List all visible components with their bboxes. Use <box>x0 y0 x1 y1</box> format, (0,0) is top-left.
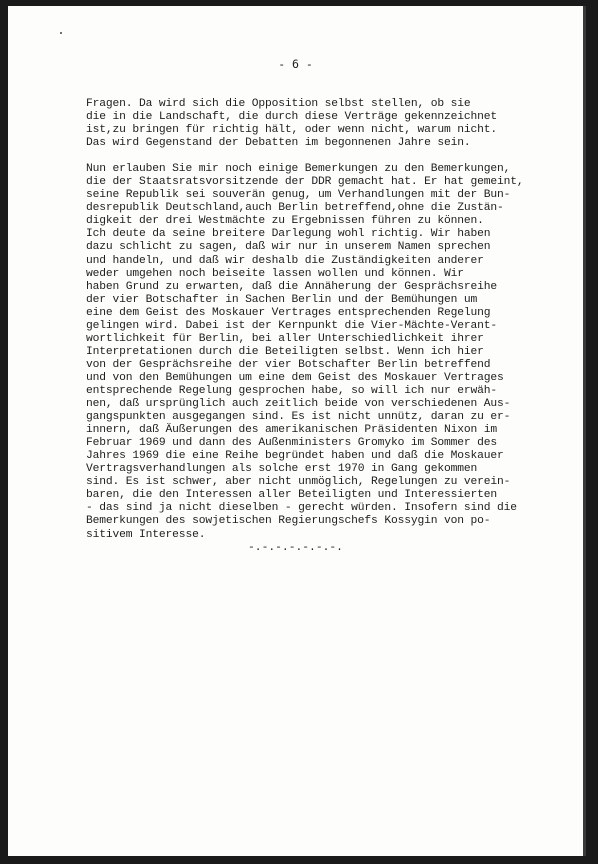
text-line: Nun erlauben Sie mir noch einige Bemerkungen zu den Bemerkungen, <box>86 163 511 176</box>
text-line: Bemerkungen des sowjetischen Regierungschefs Kossygin von po- <box>86 515 491 528</box>
text-line: Februar 1969 und dann des Außenministers Gromyko im Sommer des <box>86 437 498 450</box>
text-line: die in die Landschaft, die durch diese Verträge gekennzeichnet <box>86 111 498 124</box>
text-line: sind. Es ist schwer, aber nicht unmöglich, Regelungen zu verein- <box>86 476 511 489</box>
text-line: Das wird Gegenstand der Debatten im begonnenen Jahre sein. <box>86 137 471 150</box>
text-line: innern, daß Äußerungen des amerikanischen Präsidenten Nixon im <box>86 424 498 437</box>
text-line: Vertragsverhandlungen als solche erst 1970 in Gang gekommen <box>86 463 478 476</box>
text-line: und handeln, und daß wir deshalb die Zuständigkeiten anderer <box>86 254 484 267</box>
body-text <box>86 98 566 555</box>
text-line: Ich deute da seine breitere Darlegung wohl richtig. Wir haben <box>86 228 491 241</box>
paragraph <box>86 163 566 541</box>
text-line: weder umgehen noch beiseite lassen wollen und können. Wir <box>86 267 464 280</box>
end-mark: -.-.-.-.-.-.-. <box>248 542 343 554</box>
text-line: digkeit der drei Westmächte zu Ergebnissen führen zu können. <box>86 215 484 228</box>
text-line: nen, daß ursprünglich auch zeitlich beide von verschiedenen Aus- <box>86 398 511 411</box>
text-line: die der Staatsratsvorsitzende der DDR gemacht hat. Er hat gemeint, <box>86 176 524 189</box>
text-line: eine dem Geist des Moskauer Vertrages entsprechenden Regelung <box>86 306 491 319</box>
text-line: Jahres 1969 die eine Reihe begründet haben und daß die Moskauer <box>86 450 504 463</box>
document-page <box>8 6 586 856</box>
text-line: haben Grund zu erwarten, daß die Annäherung der Gesprächsreihe <box>86 280 498 293</box>
text-line: der vier Botschafter in Sachen Berlin und der Bemühungen um <box>86 293 478 306</box>
scan-speck <box>60 32 62 34</box>
text-line: dazu schlicht zu sagen, daß wir nur in unserem Namen sprechen <box>86 241 491 254</box>
text-line: sitivem Interesse. <box>86 528 206 541</box>
text-line: seine Republik sei souverän genug, um Verhandlungen mit der Bun- <box>86 189 511 202</box>
text-line: baren, die den Interessen aller Beteiligten und Interessierten <box>86 489 498 502</box>
text-line: entsprechende Regelung gesprochen habe, so will ich nur erwäh- <box>86 384 498 397</box>
text-line: gangspunkten ausgegangen sind. Es ist nicht unnütz, daran zu er- <box>86 411 511 424</box>
paragraph <box>86 98 566 150</box>
text-line: Fragen. Da wird sich die Opposition selbst stellen, ob sie <box>86 98 471 110</box>
text-line: desrepublik Deutschland,auch Berlin betreffend,ohne die Zustän- <box>86 202 504 215</box>
text-line: ist,zu bringen für richtig hält, oder wenn nicht, warum nicht. <box>86 124 498 137</box>
text-line: wortlichkeit für Berlin, bei aller Unterschiedlichkeit ihrer <box>86 332 484 345</box>
text-line: von der Gesprächsreihe der vier Botschafter Berlin betreffend <box>86 358 491 371</box>
text-line: - das sind ja nicht dieselben - gerecht würden. Insofern sind die <box>86 502 517 515</box>
page-number: - 6 - <box>278 57 313 71</box>
text-line: und von den Bemühungen um eine dem Geist des Moskauer Vertrages <box>86 371 504 384</box>
text-line: Interpretationen durch die Beteiligten selbst. Wenn ich hier <box>86 345 484 358</box>
text-line: gelingen wird. Dabei ist der Kernpunkt die Vier-Mächte-Verant- <box>86 319 498 332</box>
